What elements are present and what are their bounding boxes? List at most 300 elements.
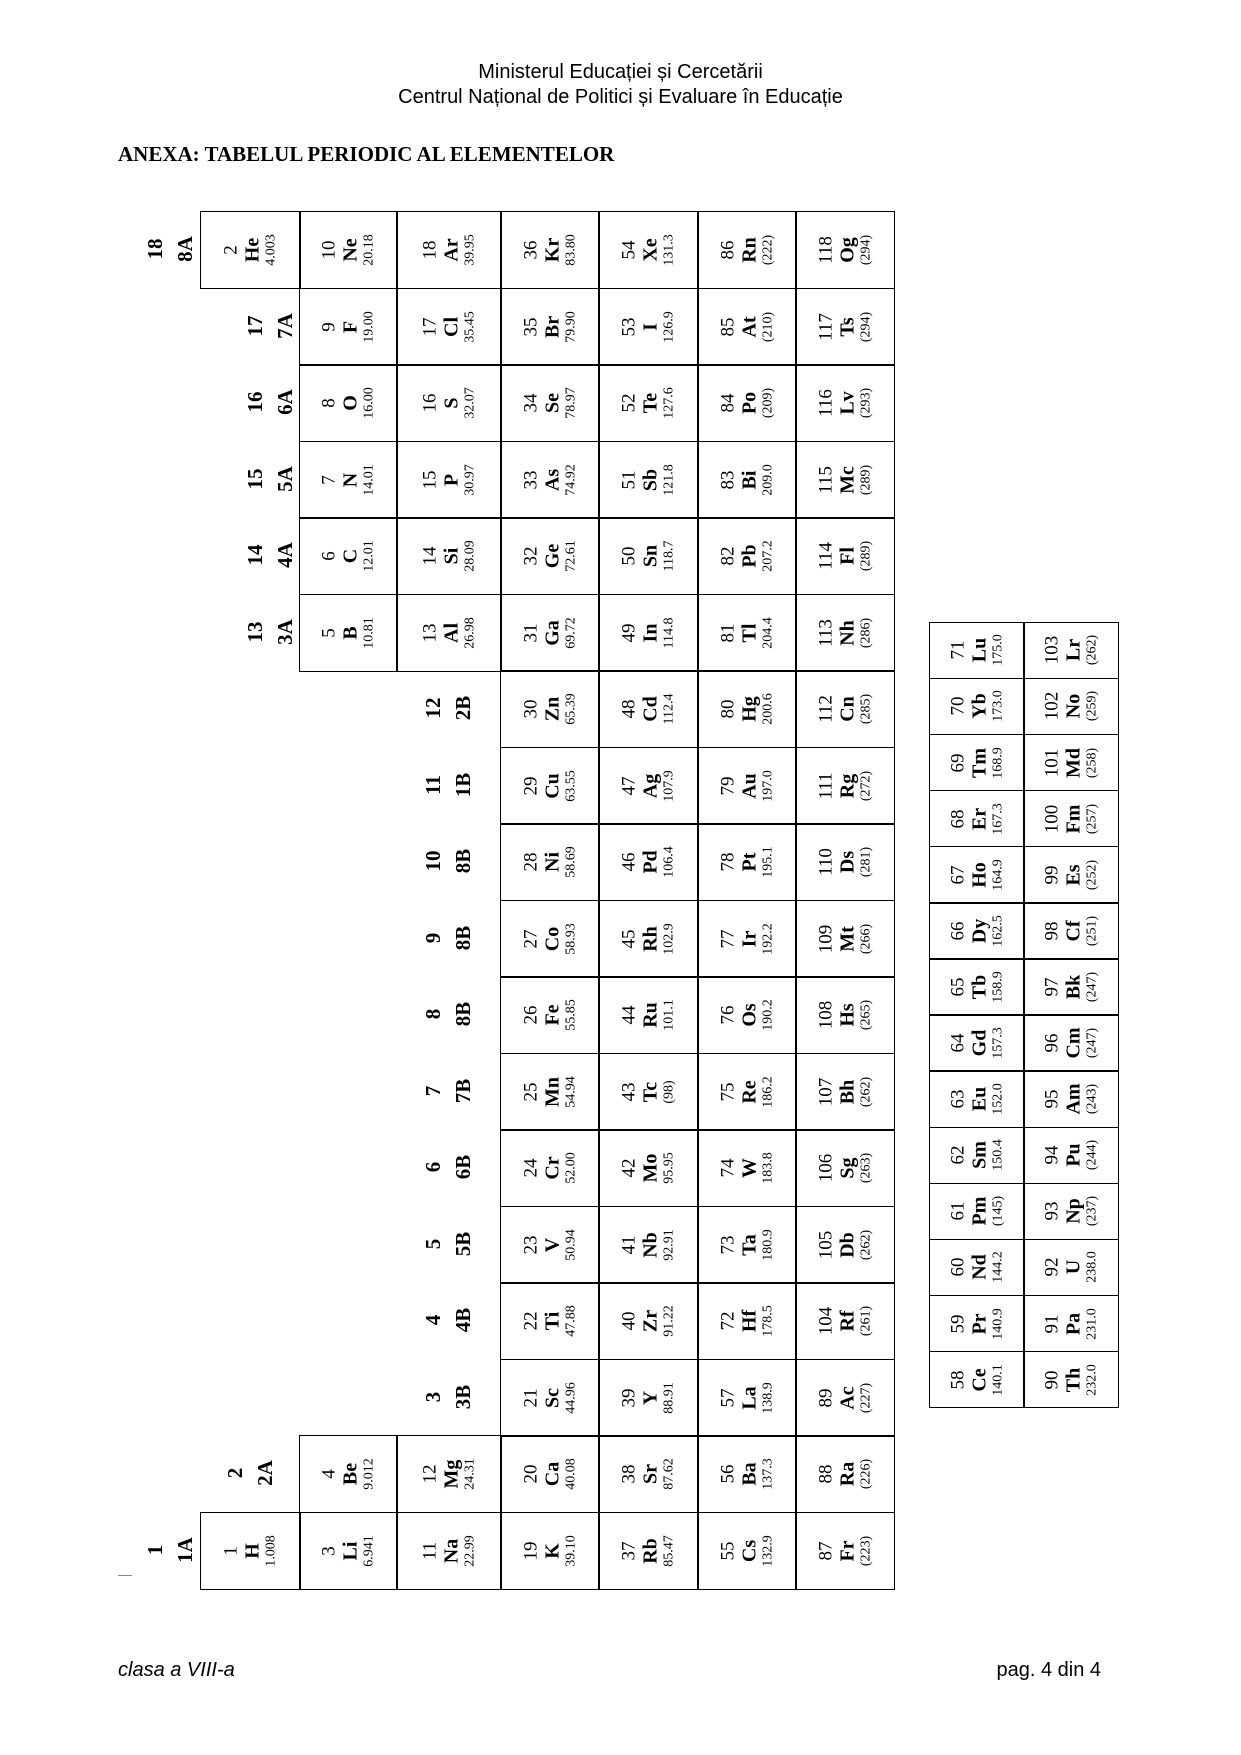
group-subgroup: 8B [451, 925, 475, 951]
element-cell-cn [795, 670, 895, 748]
element-cell-be [299, 1435, 398, 1513]
atomic-mass: 58.69 [563, 846, 579, 878]
atomic-mass: 167.3 [990, 802, 1006, 835]
group-header-15 [240, 466, 300, 492]
element-cell-fr [795, 1512, 895, 1590]
atomic-mass: (209) [760, 387, 776, 419]
atomic-mass: 112.4 [661, 693, 677, 725]
lanthanide-cell-dy [929, 902, 1025, 960]
group-number: 3 [421, 1391, 445, 1403]
element-cell-pd [598, 823, 699, 901]
element-cell-cs [697, 1512, 797, 1590]
element-symbol: Pr [968, 1313, 991, 1335]
atomic-mass: 195.1 [760, 846, 776, 878]
element-cell-mo [598, 1129, 699, 1207]
element-symbol: F [339, 320, 362, 333]
atomic-number: 21 [520, 1388, 542, 1407]
element-cell-kr [500, 211, 600, 289]
element-cell-ge [500, 517, 600, 595]
lanthanide-cell-gd [929, 1014, 1025, 1072]
atomic-number: 78 [717, 852, 739, 872]
element-symbol: Sg [836, 1157, 859, 1179]
atomic-number: 112 [815, 695, 837, 723]
element-symbol: Cs [738, 1539, 761, 1562]
element-cell-na [396, 1512, 502, 1590]
element-symbol: Lr [1062, 639, 1085, 662]
element-cell-in [598, 594, 699, 672]
atomic-mass: (251) [1084, 915, 1100, 947]
atomic-number: 110 [815, 848, 837, 876]
atomic-mass: 58.93 [563, 922, 579, 955]
element-cell-s [396, 364, 502, 442]
atomic-mass: (265) [858, 999, 874, 1031]
group-header-11 [418, 772, 478, 797]
atomic-mass: (257) [1084, 803, 1100, 834]
atomic-mass: 26.98 [462, 616, 478, 649]
atomic-number: 55 [717, 1541, 739, 1560]
atomic-number: 68 [947, 809, 969, 829]
atomic-mass: 102.9 [661, 922, 677, 955]
element-symbol: Rg [836, 773, 859, 798]
header-ministry: Ministerul Educației și Cercetării [478, 61, 763, 83]
group-subgroup: 2A [253, 1460, 277, 1487]
atomic-number: 82 [717, 546, 739, 566]
element-symbol: Ra [836, 1461, 859, 1487]
atomic-mass: (223) [858, 1535, 874, 1566]
element-symbol: Sm [968, 1141, 991, 1170]
actinide-cell-pu [1023, 1127, 1119, 1185]
actinide-cell-lr [1023, 622, 1119, 680]
element-cell-v [500, 1206, 600, 1284]
element-symbol: Fm [1062, 804, 1085, 834]
element-cell-mn [500, 1053, 600, 1131]
atomic-mass: 173.0 [990, 690, 1006, 723]
element-cell-hs [795, 976, 895, 1054]
element-symbol: Cl [440, 316, 463, 337]
atomic-number: 105 [815, 1230, 837, 1259]
element-cell-ir [697, 900, 797, 978]
element-cell-se [500, 364, 600, 442]
atomic-mass: (98) [661, 1079, 677, 1104]
element-symbol: Rb [639, 1537, 662, 1564]
group-header-8 [418, 1002, 478, 1027]
element-symbol: Ir [738, 930, 761, 947]
atomic-mass: 35.45 [462, 310, 478, 343]
atomic-mass: (244) [1084, 1140, 1100, 1171]
group-subgroup: 3B [451, 1384, 475, 1410]
atomic-mass: (289) [858, 540, 874, 572]
atomic-number: 54 [618, 240, 640, 260]
atomic-number: 52 [618, 393, 640, 413]
element-cell-h [200, 1512, 301, 1590]
element-cell-rn [697, 211, 797, 289]
element-cell-os [697, 976, 797, 1054]
group-number: 4 [421, 1315, 445, 1326]
element-symbol: Ru [639, 1002, 662, 1028]
element-symbol: Al [440, 622, 463, 643]
element-symbol: Cd [639, 696, 662, 722]
atomic-mass: 92.91 [661, 1228, 677, 1261]
atomic-number: 19 [520, 1541, 542, 1560]
element-cell-ac [795, 1359, 895, 1437]
atomic-number: 72 [717, 1311, 739, 1331]
element-cell-nb [598, 1206, 699, 1284]
group-number: 9 [421, 932, 445, 944]
lanthanide-cell-yb [929, 678, 1025, 736]
atomic-number: 87 [815, 1541, 837, 1561]
atomic-number: 91 [1041, 1314, 1063, 1334]
atomic-number: 80 [717, 699, 739, 719]
atomic-mass: 24.31 [462, 1458, 478, 1490]
footer-page: pag. 4 din 4 [996, 1659, 1101, 1681]
element-symbol: La [738, 1385, 761, 1410]
atomic-mass: 131.3 [661, 234, 677, 266]
element-symbol: Sb [639, 468, 662, 491]
element-cell-ta [697, 1206, 797, 1284]
element-symbol: Pm [968, 1196, 991, 1226]
element-symbol: Sc [541, 1387, 564, 1408]
atomic-number: 9 [318, 321, 340, 332]
group-header-18 [140, 236, 200, 262]
element-symbol: H [241, 1542, 264, 1559]
element-symbol: Mg [440, 1459, 463, 1489]
atomic-number: 26 [520, 1005, 542, 1025]
element-cell-xe [598, 211, 699, 289]
atomic-mass: (247) [1084, 1027, 1100, 1059]
element-cell-bh [795, 1053, 895, 1131]
element-cell-br [500, 288, 600, 366]
atomic-mass: (285) [858, 693, 874, 725]
element-symbol: P [440, 473, 463, 486]
element-symbol: He [241, 237, 264, 263]
atomic-number: 65 [947, 977, 969, 997]
actinide-cell-pa [1023, 1295, 1119, 1353]
atomic-number: 37 [618, 1541, 640, 1560]
lanthanide-cell-nd [929, 1239, 1025, 1297]
group-header-12 [418, 696, 478, 721]
element-cell-lv [795, 364, 895, 442]
atomic-mass: 52.00 [563, 1152, 579, 1184]
atomic-number: 97 [1041, 977, 1063, 997]
element-symbol: At [738, 315, 761, 338]
group-number: 13 [243, 621, 267, 643]
actinide-cell-fm [1023, 790, 1119, 848]
element-symbol: Sn [639, 544, 662, 568]
atomic-number: 31 [520, 623, 542, 642]
lanthanide-cell-pr [929, 1295, 1025, 1353]
lanthanide-cell-ho [929, 846, 1025, 904]
element-symbol: Cf [1062, 920, 1085, 942]
atomic-number: 85 [717, 317, 739, 337]
lanthanide-cell-pm [929, 1183, 1025, 1241]
atomic-mass: (289) [858, 464, 874, 495]
element-cell-mc [795, 441, 895, 519]
element-cell-cr [500, 1129, 600, 1207]
group-subgroup: 4B [451, 1307, 475, 1333]
element-symbol: Pt [738, 852, 761, 872]
atomic-mass: 175.0 [990, 634, 1006, 667]
element-symbol: Ga [541, 619, 564, 646]
element-cell-f [299, 288, 398, 366]
atomic-mass: 1.008 [263, 1534, 279, 1567]
element-symbol: Yb [968, 693, 991, 720]
group-subgroup: 1A [173, 1536, 197, 1563]
atomic-mass: 12.01 [361, 540, 377, 572]
element-cell-si [396, 517, 502, 595]
atomic-mass: 164.9 [990, 859, 1006, 891]
atomic-number: 89 [815, 1388, 837, 1408]
element-cell-tc [598, 1053, 699, 1131]
atomic-number: 22 [520, 1311, 542, 1331]
atomic-number: 69 [947, 753, 969, 773]
atomic-number: 118 [815, 236, 837, 264]
group-header-14 [240, 542, 300, 568]
header-center: Centrul Național de Politici și Evaluare în Educație [398, 86, 843, 108]
actinide-cell-cf [1023, 902, 1119, 960]
atomic-mass: 200.6 [760, 693, 776, 725]
atomic-number: 73 [717, 1235, 739, 1254]
atomic-number: 116 [815, 389, 837, 417]
atomic-mass: 101.1 [661, 999, 677, 1031]
group-number: 16 [243, 391, 267, 413]
element-cell-o [299, 364, 398, 442]
atomic-mass: 78.97 [563, 387, 579, 419]
group-number: 12 [421, 697, 445, 719]
atomic-number: 35 [520, 317, 542, 336]
atomic-mass: 30.97 [462, 463, 478, 496]
atomic-mass: 9.012 [361, 1458, 377, 1490]
atomic-mass: 72.61 [563, 540, 579, 572]
element-symbol: Og [836, 237, 859, 263]
atomic-mass: 140.1 [990, 1363, 1006, 1396]
element-symbol: Ta [738, 1233, 761, 1256]
element-symbol: Ne [339, 238, 362, 262]
element-symbol: Po [738, 391, 761, 415]
element-symbol: Pa [1062, 1312, 1085, 1335]
atomic-number: 30 [520, 699, 542, 719]
atomic-number: 60 [947, 1257, 969, 1277]
element-cell-tl [697, 594, 797, 672]
group-subgroup: 7B [451, 1078, 475, 1104]
atomic-mass: 152.0 [990, 1083, 1006, 1115]
element-symbol: Bh [836, 1079, 859, 1104]
atomic-number: 4 [318, 1469, 340, 1479]
atomic-mass: 85.47 [661, 1534, 677, 1567]
atomic-mass: (237) [1084, 1196, 1100, 1227]
atomic-number: 84 [717, 393, 739, 413]
element-symbol: Es [1062, 864, 1085, 886]
atomic-mass: 127.6 [661, 387, 677, 419]
atomic-mass: 54.94 [563, 1075, 579, 1108]
atomic-mass: 118.7 [661, 540, 677, 572]
atomic-number: 92 [1041, 1257, 1063, 1277]
element-cell-rf [795, 1282, 895, 1360]
atomic-number: 12 [419, 1464, 441, 1484]
element-symbol: Rh [639, 925, 662, 952]
element-symbol: Hg [738, 696, 761, 722]
element-cell-hf [697, 1282, 797, 1360]
element-symbol: Ho [968, 862, 991, 888]
element-symbol: Ts [836, 316, 859, 337]
atomic-number: 32 [520, 546, 542, 566]
group-number: 10 [421, 850, 445, 872]
element-symbol: Fe [541, 1004, 564, 1026]
element-symbol: Cu [541, 772, 564, 799]
group-number: 11 [421, 774, 445, 795]
atomic-mass: (259) [1084, 691, 1100, 722]
lanthanide-cell-sm [929, 1127, 1025, 1185]
element-symbol: Mt [836, 925, 859, 952]
atomic-mass: 88.91 [661, 1381, 677, 1414]
atomic-number: 93 [1041, 1201, 1063, 1221]
atomic-number: 94 [1041, 1145, 1063, 1165]
atomic-mass: 190.2 [760, 999, 776, 1031]
element-symbol: Lu [968, 638, 991, 663]
atomic-number: 25 [520, 1082, 542, 1101]
element-symbol: Gd [968, 1029, 991, 1057]
atomic-mass: 83.80 [563, 234, 579, 266]
element-cell-ni [500, 823, 600, 901]
element-symbol: Lv [836, 391, 859, 415]
element-symbol: U [1062, 1260, 1085, 1275]
element-cell-ra [795, 1435, 895, 1513]
atomic-number: 64 [947, 1033, 969, 1053]
atomic-number: 114 [815, 542, 837, 570]
group-header-7 [418, 1078, 478, 1103]
group-number: 1 [143, 1544, 167, 1556]
group-subgroup: 8A [173, 236, 197, 263]
element-cell-sr [598, 1435, 699, 1513]
atomic-number: 86 [717, 240, 739, 260]
element-symbol: Ce [968, 1368, 991, 1392]
element-cell-pt [697, 823, 797, 901]
atomic-number: 17 [419, 317, 441, 336]
element-symbol: Cn [836, 696, 859, 722]
element-cell-ga [500, 594, 600, 672]
element-cell-zn [500, 670, 600, 748]
element-symbol: Cr [541, 1156, 564, 1180]
atomic-number: 18 [419, 240, 441, 260]
atomic-number: 7 [318, 474, 340, 485]
element-symbol: K [541, 1542, 564, 1559]
atomic-number: 62 [947, 1145, 969, 1165]
atomic-mass: (293) [858, 387, 874, 419]
atomic-number: 104 [815, 1306, 837, 1336]
atomic-number: 24 [520, 1158, 542, 1178]
group-header-6 [418, 1155, 478, 1180]
element-cell-sc [500, 1359, 600, 1437]
element-cell-rh [598, 900, 699, 978]
element-symbol: Tm [968, 747, 991, 778]
actinide-cell-no [1023, 678, 1119, 736]
element-symbol: Db [836, 1231, 859, 1258]
element-symbol: Hf [738, 1309, 761, 1333]
actinide-cell-np [1023, 1183, 1119, 1241]
atomic-number: 38 [618, 1464, 640, 1484]
group-header-4 [418, 1308, 478, 1333]
group-header-2 [220, 1460, 280, 1486]
atomic-mass: 168.9 [990, 746, 1006, 779]
element-symbol: V [541, 1237, 564, 1252]
element-cell-sn [598, 517, 699, 595]
element-cell-re [697, 1053, 797, 1131]
atomic-number: 14 [419, 546, 441, 566]
atomic-mass: (281) [858, 846, 874, 878]
atomic-number: 115 [815, 465, 837, 494]
atomic-number: 13 [419, 623, 441, 642]
element-cell-al [396, 594, 502, 672]
element-symbol: W [738, 1158, 761, 1178]
lanthanide-cell-eu [929, 1070, 1025, 1128]
actinide-cell-md [1023, 734, 1119, 792]
element-cell-p [396, 441, 502, 519]
atomic-mass: 22.99 [462, 1534, 478, 1567]
element-symbol: Hs [836, 1003, 859, 1027]
element-cell-sb [598, 441, 699, 519]
atomic-mass: 162.5 [990, 915, 1006, 947]
atomic-number: 71 [947, 640, 969, 660]
element-cell-ca [500, 1435, 600, 1513]
atomic-mass: 55.85 [563, 999, 579, 1031]
atomic-mass: 74.92 [563, 463, 579, 496]
element-symbol: Rf [836, 1310, 859, 1332]
element-symbol: Tc [639, 1081, 662, 1102]
atomic-number: 70 [947, 696, 969, 716]
atomic-mass: 16.00 [361, 387, 377, 419]
element-symbol: B [339, 625, 362, 640]
element-symbol: Bi [738, 470, 761, 489]
element-cell-zr [598, 1282, 699, 1360]
atomic-mass: (262) [858, 1229, 874, 1260]
atomic-number: 74 [717, 1158, 739, 1178]
group-header-1 [140, 1537, 200, 1563]
actinide-cell-u [1023, 1239, 1119, 1297]
atomic-mass: 138.9 [760, 1381, 776, 1414]
element-symbol: Ds [836, 850, 859, 874]
element-symbol: Pd [639, 850, 662, 874]
atomic-number: 66 [947, 921, 969, 941]
element-cell-w [697, 1129, 797, 1207]
element-symbol: Tb [968, 974, 991, 1000]
element-symbol: Be [339, 1462, 362, 1486]
atomic-mass: 10.81 [361, 616, 377, 649]
atomic-number: 34 [520, 393, 542, 413]
atomic-number: 61 [947, 1201, 969, 1221]
group-header-10 [418, 849, 478, 874]
element-cell-at [697, 288, 797, 366]
atomic-mass: 32.07 [462, 387, 478, 419]
group-number: 6 [421, 1162, 445, 1173]
group-number: 18 [143, 238, 167, 260]
element-cell-he [200, 211, 301, 289]
element-symbol: O [339, 395, 362, 411]
atomic-number: 63 [947, 1089, 969, 1109]
element-symbol: Dy [968, 918, 991, 944]
group-header-3 [418, 1384, 478, 1409]
group-number: 2 [223, 1468, 247, 1479]
atomic-mass: 192.2 [760, 922, 776, 955]
element-symbol: Pb [738, 544, 761, 568]
atomic-mass: 178.5 [760, 1305, 776, 1337]
element-cell-fe [500, 976, 600, 1054]
element-cell-ti [500, 1282, 600, 1360]
atomic-number: 1 [220, 1545, 242, 1556]
element-cell-cl [396, 288, 502, 366]
atomic-mass: 107.9 [661, 769, 677, 802]
atomic-mass: 157.3 [990, 1027, 1006, 1059]
atomic-number: 96 [1041, 1033, 1063, 1053]
atomic-mass: 144.2 [990, 1251, 1006, 1284]
